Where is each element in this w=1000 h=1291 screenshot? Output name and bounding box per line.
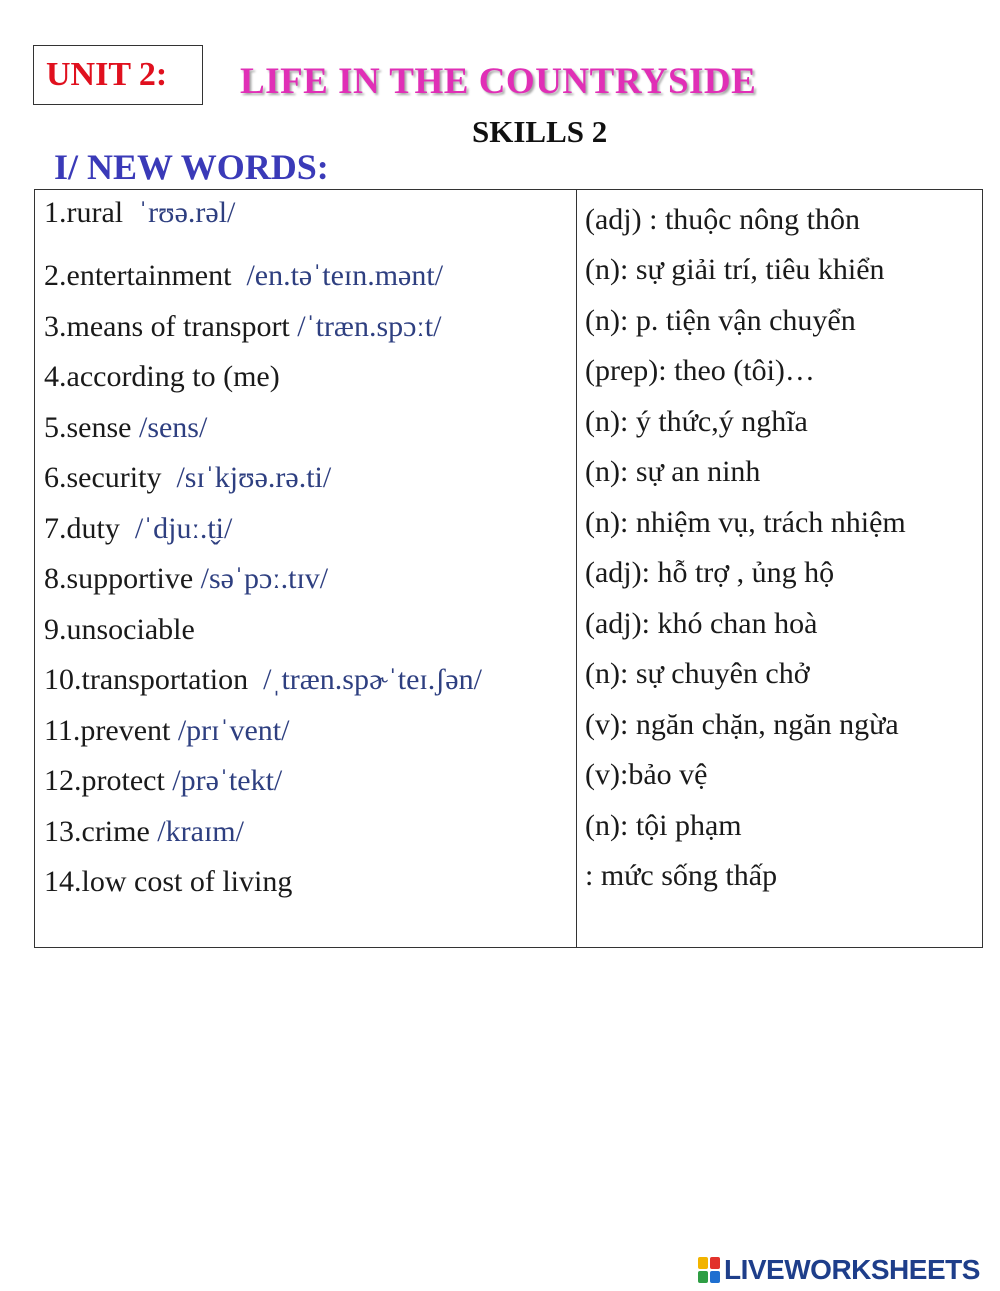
vocab-word-row: 7.duty /ˈdjuː.t̬i/: [44, 512, 233, 545]
vocab-word-row: 3.means of transport /ˈtræn.spɔːt/: [44, 310, 442, 343]
vocab-word-row: 6.security /sɪˈkjʊə.rə.ti/: [44, 461, 332, 494]
vocab-meaning: (n): sự chuyên chở: [585, 657, 810, 690]
vocab-meaning: : mức sống thấp: [585, 859, 778, 892]
vocab-meaning: (n): nhiệm vụ, trách nhiệm: [585, 506, 906, 539]
liveworksheets-logo-icon: [698, 1257, 720, 1283]
liveworksheets-logo[interactable]: [698, 1254, 980, 1286]
page-subtitle: SKILLS 2: [472, 114, 608, 149]
ipa-text: /sens/: [138, 411, 208, 444]
vocabulary-table: [34, 189, 983, 948]
vocab-meaning: (n): ý thức,ý nghĩa: [585, 405, 808, 438]
ipa-text: /sɪˈkjʊə.rə.ti/: [176, 461, 332, 494]
vocab-word-row: 1.rural ˈrʊə.rəl/: [44, 196, 236, 229]
ipa-text: /səˈpɔː.tɪv/: [200, 562, 329, 595]
vocab-word-row: 4.according to (me): [44, 360, 280, 393]
vocab-word-row: 8.supportive /səˈpɔː.tɪv/: [44, 562, 329, 595]
ipa-text: /prɪˈvent/: [177, 714, 290, 747]
vocab-meaning: (adj): khó chan hoà: [585, 607, 818, 640]
ipa-text: /ˈdjuː.t̬i/: [134, 512, 233, 545]
vocab-word-row: 12.protect /prəˈtekt/: [44, 764, 283, 797]
unit-text: UNIT 2:: [46, 56, 168, 93]
vocab-meaning: (adj) : thuộc nông thôn: [585, 203, 860, 236]
vocab-meaning: (n): tội phạm: [585, 809, 742, 842]
vocab-word-row: 10.transportation /ˌtræn.spɚˈteɪ.ʃən/: [44, 663, 482, 696]
liveworksheets-brand: LIVEWORKSHEETS: [724, 1254, 980, 1285]
vocab-meaning: (n): p. tiện vận chuyển: [585, 304, 856, 337]
ipa-text: /ˌtræn.spɚˈteɪ.ʃən/: [263, 663, 482, 696]
ipa-text: /ˈtræn.spɔːt/: [297, 310, 442, 343]
vocab-word-row: 5.sense /sens/: [44, 411, 208, 444]
ipa-text: /prəˈtekt/: [172, 764, 283, 797]
vocab-word-row: 2.entertainment /en.təˈteɪn.mənt/: [44, 259, 444, 292]
vocab-meaning: (adj): hỗ trợ , ủng hộ: [585, 556, 835, 589]
ipa-text: /kraɪm/: [157, 815, 244, 848]
vocab-meaning: (prep): theo (tôi)…: [585, 354, 815, 387]
vocab-word-row: 11.prevent /prɪˈvent/: [44, 714, 290, 747]
vocab-meaning: (v): ngăn chặn, ngăn ngừa: [585, 708, 899, 741]
section-heading: I/ NEW WORDS:: [54, 147, 329, 187]
vocab-meaning: (v):bảo vệ: [585, 758, 708, 791]
vocab-word-row: 13.crime /kraɪm/: [44, 815, 244, 848]
vocab-word-row: 9.unsociable: [44, 613, 195, 646]
column-divider: [576, 190, 577, 947]
vocab-meaning: (n): sự an ninh: [585, 455, 761, 488]
ipa-text: ˈrʊə.rəl/: [138, 196, 236, 229]
vocab-word-row: 14.low cost of living: [44, 865, 293, 898]
unit-label: [33, 45, 203, 105]
vocab-meaning: (n): sự giải trí, tiêu khiển: [585, 253, 885, 286]
ipa-text: /en.təˈteɪn.mənt/: [246, 259, 444, 292]
page-title: LIFE IN THE COUNTRYSIDE: [240, 61, 757, 102]
